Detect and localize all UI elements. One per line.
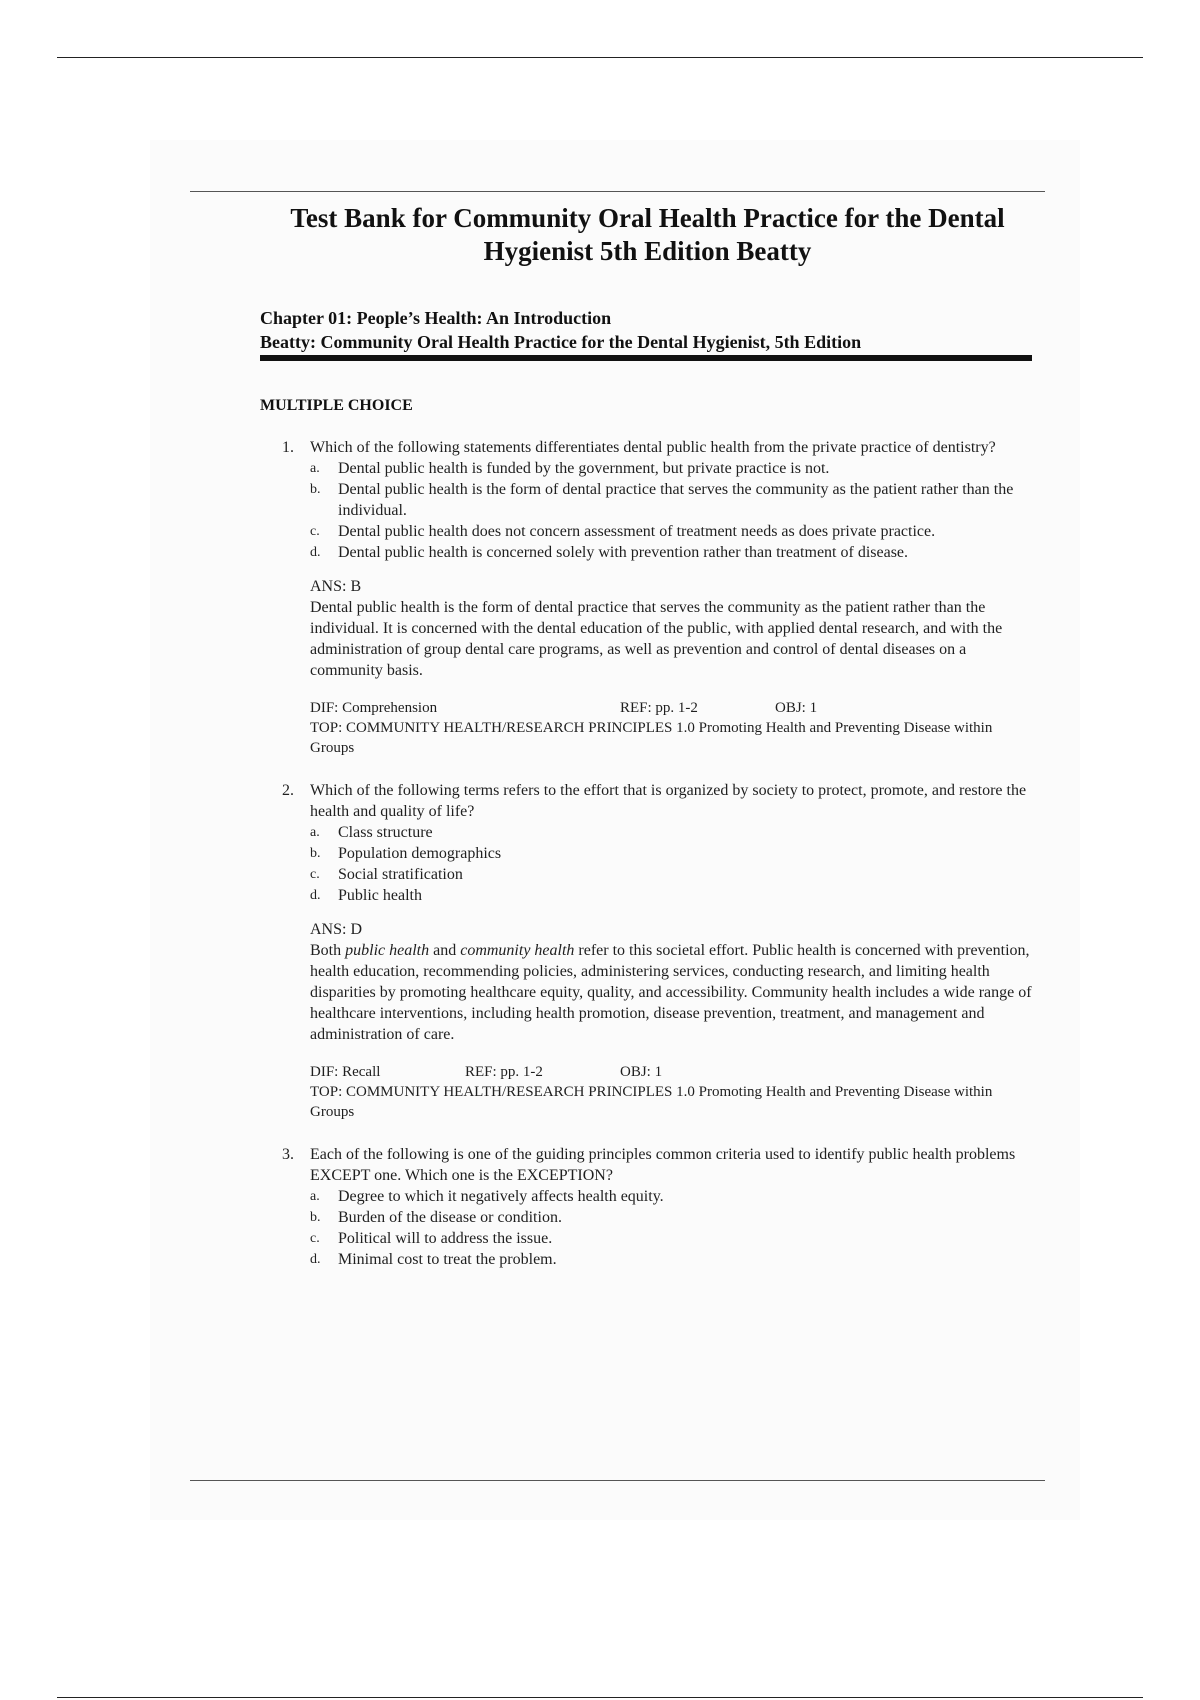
option-c bbox=[310, 1228, 1035, 1249]
book-title: Beatty: Community Oral Health Practice for the Dental Hygienist, 5th Edition bbox=[260, 332, 862, 352]
difficulty: DIF: Recall bbox=[310, 1064, 381, 1080]
question-number: 1. bbox=[282, 439, 294, 456]
document-top-rule bbox=[190, 191, 1045, 192]
option-text: Burden of the disease or condition. bbox=[338, 1209, 562, 1226]
reference: REF: pp. 1-2 bbox=[465, 1064, 543, 1080]
option-c bbox=[310, 864, 1035, 885]
option-letter: c. bbox=[310, 867, 320, 882]
answer-key: ANS: B bbox=[310, 578, 362, 595]
option-text: Dental public health is concerned solely with prevention rather than treatment of disease. bbox=[338, 544, 909, 561]
option-text: Class structure bbox=[338, 824, 433, 841]
option-text: Social stratification bbox=[338, 866, 463, 883]
term-community-health: community health bbox=[460, 942, 575, 959]
option-a bbox=[310, 1186, 1035, 1207]
option-b bbox=[310, 479, 1035, 521]
answer-key: ANS: D bbox=[310, 921, 363, 938]
option-letter: a. bbox=[310, 825, 320, 840]
question-text: Each of the following is one of the guiding principles common criteria used to identify public health problems EXCEPT one. Which one is the EXCEPTION? bbox=[310, 1146, 1016, 1184]
objective: OBJ: 1 bbox=[775, 700, 818, 716]
option-letter: d. bbox=[310, 1252, 321, 1267]
option-b bbox=[310, 1207, 1035, 1228]
option-letter: d. bbox=[310, 545, 321, 560]
question-text: Which of the following terms refers to the effort that is organized by society to protect, promote, and restore the health and quality of life? bbox=[310, 782, 1027, 820]
chapter-title: Chapter 01: People’s Health: An Introduction bbox=[260, 308, 612, 328]
option-text: Dental public health is funded by the government, but private practice is not. bbox=[338, 460, 830, 477]
chapter-header bbox=[260, 306, 1032, 361]
page-bottom-rule bbox=[57, 1697, 1143, 1698]
option-letter: b. bbox=[310, 482, 321, 497]
option-letter: c. bbox=[310, 1231, 320, 1246]
reference: REF: pp. 1-2 bbox=[620, 700, 698, 716]
title-line-1: Test Bank for Community Oral Health Practice for the Dental bbox=[290, 203, 1005, 233]
option-letter: b. bbox=[310, 1210, 321, 1225]
document-title bbox=[260, 202, 1035, 268]
document-content bbox=[260, 196, 1035, 1270]
answer-rationale: Dental public health is the form of dental practice that serves the community as the patient rather than the individual. It is concerned with the dental education of the public, with applied dental research, and with the administration of group dental care programs, as well as prevention and control of dental diseases on a community basis. bbox=[310, 599, 1003, 679]
question-metadata bbox=[310, 698, 1035, 758]
question-2 bbox=[260, 780, 1035, 1122]
option-text: Population demographics bbox=[338, 845, 502, 862]
question-text: Which of the following statements differentiates dental public health from the private practice of dentistry? bbox=[310, 439, 996, 456]
option-b bbox=[310, 843, 1035, 864]
option-d bbox=[310, 1249, 1035, 1270]
question-3 bbox=[260, 1144, 1035, 1270]
difficulty: DIF: Comprehension bbox=[310, 700, 438, 716]
answer-rationale: Both public health and community health refer to this societal effort. Public health is concerned with prevention, health education, recommending policies, administering services, conducting research, and limiting health disparities by promoting healthcare equity, quality, and accessibility. Community health includes a wide range of healthcare interventions, including health promotion, disease prevention, treatment, and management and administration of care. bbox=[310, 942, 1032, 1043]
option-d bbox=[310, 542, 1035, 563]
option-text: Dental public health does not concern assessment of treatment needs as does private practice. bbox=[338, 523, 936, 540]
question-number: 2. bbox=[282, 782, 294, 799]
chapter-divider bbox=[260, 355, 1032, 361]
page-top-rule bbox=[57, 57, 1143, 58]
option-letter: a. bbox=[310, 1189, 320, 1204]
question-metadata bbox=[310, 1062, 1035, 1122]
option-letter: a. bbox=[310, 461, 320, 476]
option-letter: b. bbox=[310, 846, 321, 861]
topic: TOP: COMMUNITY HEALTH/RESEARCH PRINCIPLES 1.0 Promoting Health and Preventing Disease within Groups bbox=[310, 720, 993, 756]
option-text: Dental public health is the form of dental practice that serves the community as the patient rather than the individual. bbox=[338, 481, 1014, 519]
option-text: Political will to address the issue. bbox=[338, 1230, 553, 1247]
document-bottom-rule bbox=[190, 1480, 1045, 1481]
option-c bbox=[310, 521, 1035, 542]
section-heading: MULTIPLE CHOICE bbox=[260, 397, 413, 414]
term-public-health: public health bbox=[345, 942, 430, 959]
option-text: Degree to which it negatively affects health equity. bbox=[338, 1188, 664, 1205]
question-1 bbox=[260, 437, 1035, 758]
option-d bbox=[310, 885, 1035, 906]
option-text: Minimal cost to treat the problem. bbox=[338, 1251, 557, 1268]
option-letter: d. bbox=[310, 888, 321, 903]
option-a bbox=[310, 458, 1035, 479]
topic: TOP: COMMUNITY HEALTH/RESEARCH PRINCIPLES 1.0 Promoting Health and Preventing Disease within Groups bbox=[310, 1084, 993, 1120]
option-text: Public health bbox=[338, 887, 422, 904]
option-a bbox=[310, 822, 1035, 843]
title-line-2: Hygienist 5th Edition Beatty bbox=[483, 236, 812, 266]
objective: OBJ: 1 bbox=[620, 1064, 663, 1080]
option-letter: c. bbox=[310, 524, 320, 539]
question-number: 3. bbox=[282, 1146, 294, 1163]
